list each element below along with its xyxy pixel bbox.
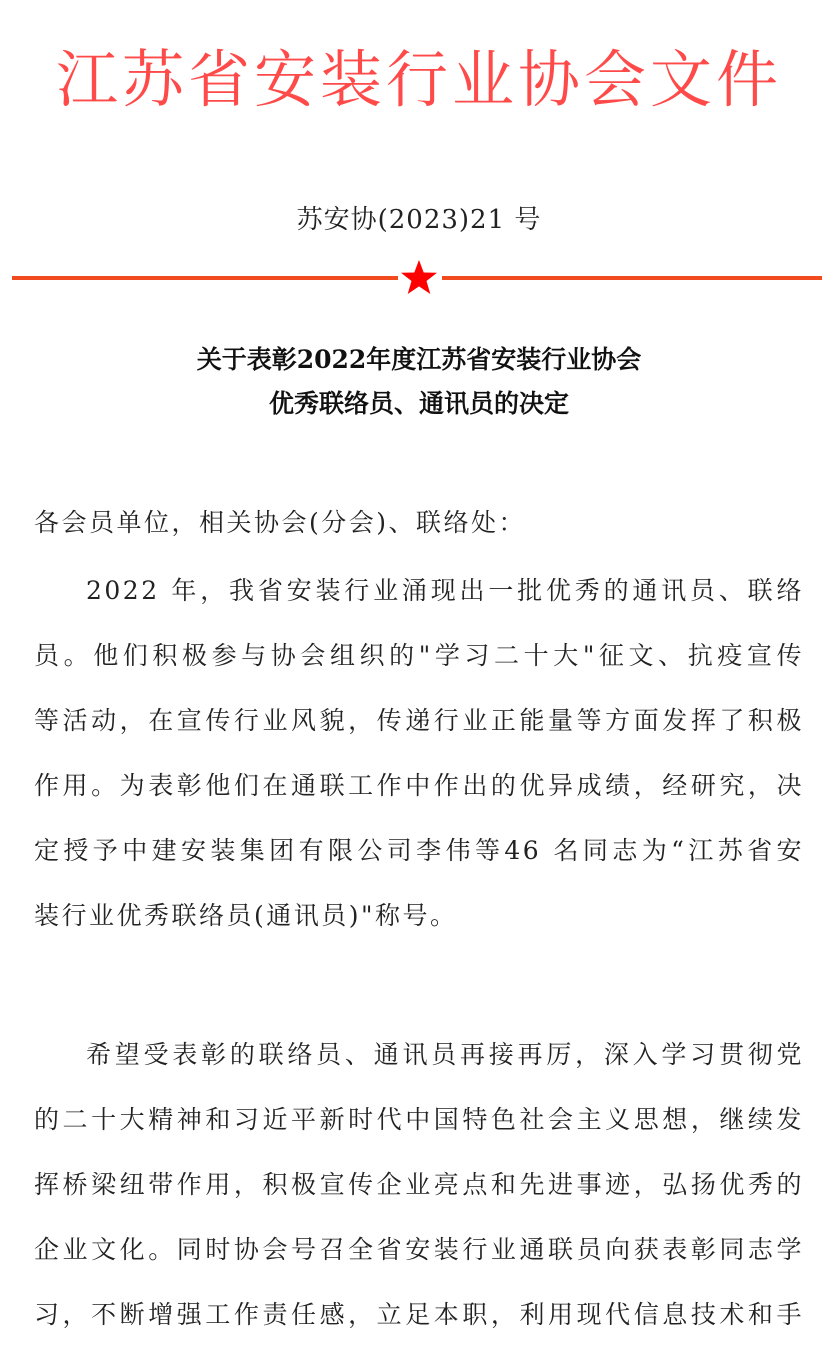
paragraph-line: 企业文化。同时协会号召全省安装行业通联员向获表彰同志学 — [34, 1235, 804, 1264]
paragraph-1 — [34, 558, 804, 948]
paragraph-line: 员。他们积极参与协会组织的"学习二十大"征文、抗疫宣传 — [34, 641, 804, 670]
red-star-icon — [399, 258, 439, 298]
paragraph-line: 习，不断增强工作责任感，立足本职，利用现代信息技术和手 — [34, 1300, 804, 1329]
document-header-title: 江苏省安装行业协会文件 — [55, 43, 782, 116]
header-divider-right — [442, 276, 822, 280]
paragraph-line: 定授予中建安装集团有限公司李伟等46 名同志为“江苏省安 — [34, 836, 804, 865]
decision-title-line-1: 关于表彰2022年度江苏省安装行业协会 — [196, 345, 642, 374]
paragraph-line: 希望受表彰的联络员、通讯员再接再厉，深入学习贯彻党 — [86, 1040, 804, 1069]
decision-title-line-2: 优秀联络员、通讯员的决定 — [268, 389, 569, 418]
paragraph-line: 的二十大精神和习近平新时代中国特色社会主义思想，继续发 — [34, 1105, 804, 1134]
document-number: 苏安协(2023)21 号 — [296, 205, 542, 235]
paragraph-line: 装行业优秀联络员(通讯员)"称号。 — [34, 901, 458, 930]
header-divider-left — [12, 276, 398, 280]
paragraph-line: 等活动，在宣传行业风貌，传递行业正能量等方面发挥了积极 — [34, 706, 804, 735]
paragraph-2 — [34, 1022, 804, 1347]
paragraph-line: 挥桥梁纽带作用，积极宣传企业亮点和先进事迹，弘扬优秀的 — [34, 1170, 804, 1199]
salutation: 各会员单位，相关协会(分会)、联络处： — [34, 508, 527, 537]
decision-title — [0, 338, 838, 426]
paragraph-line: 2022 年，我省安装行业涌现出一批优秀的通讯员、联络 — [86, 576, 804, 605]
paragraph-line: 作用。为表彰他们在通联工作中作出的优异成绩，经研究，决 — [34, 771, 804, 800]
